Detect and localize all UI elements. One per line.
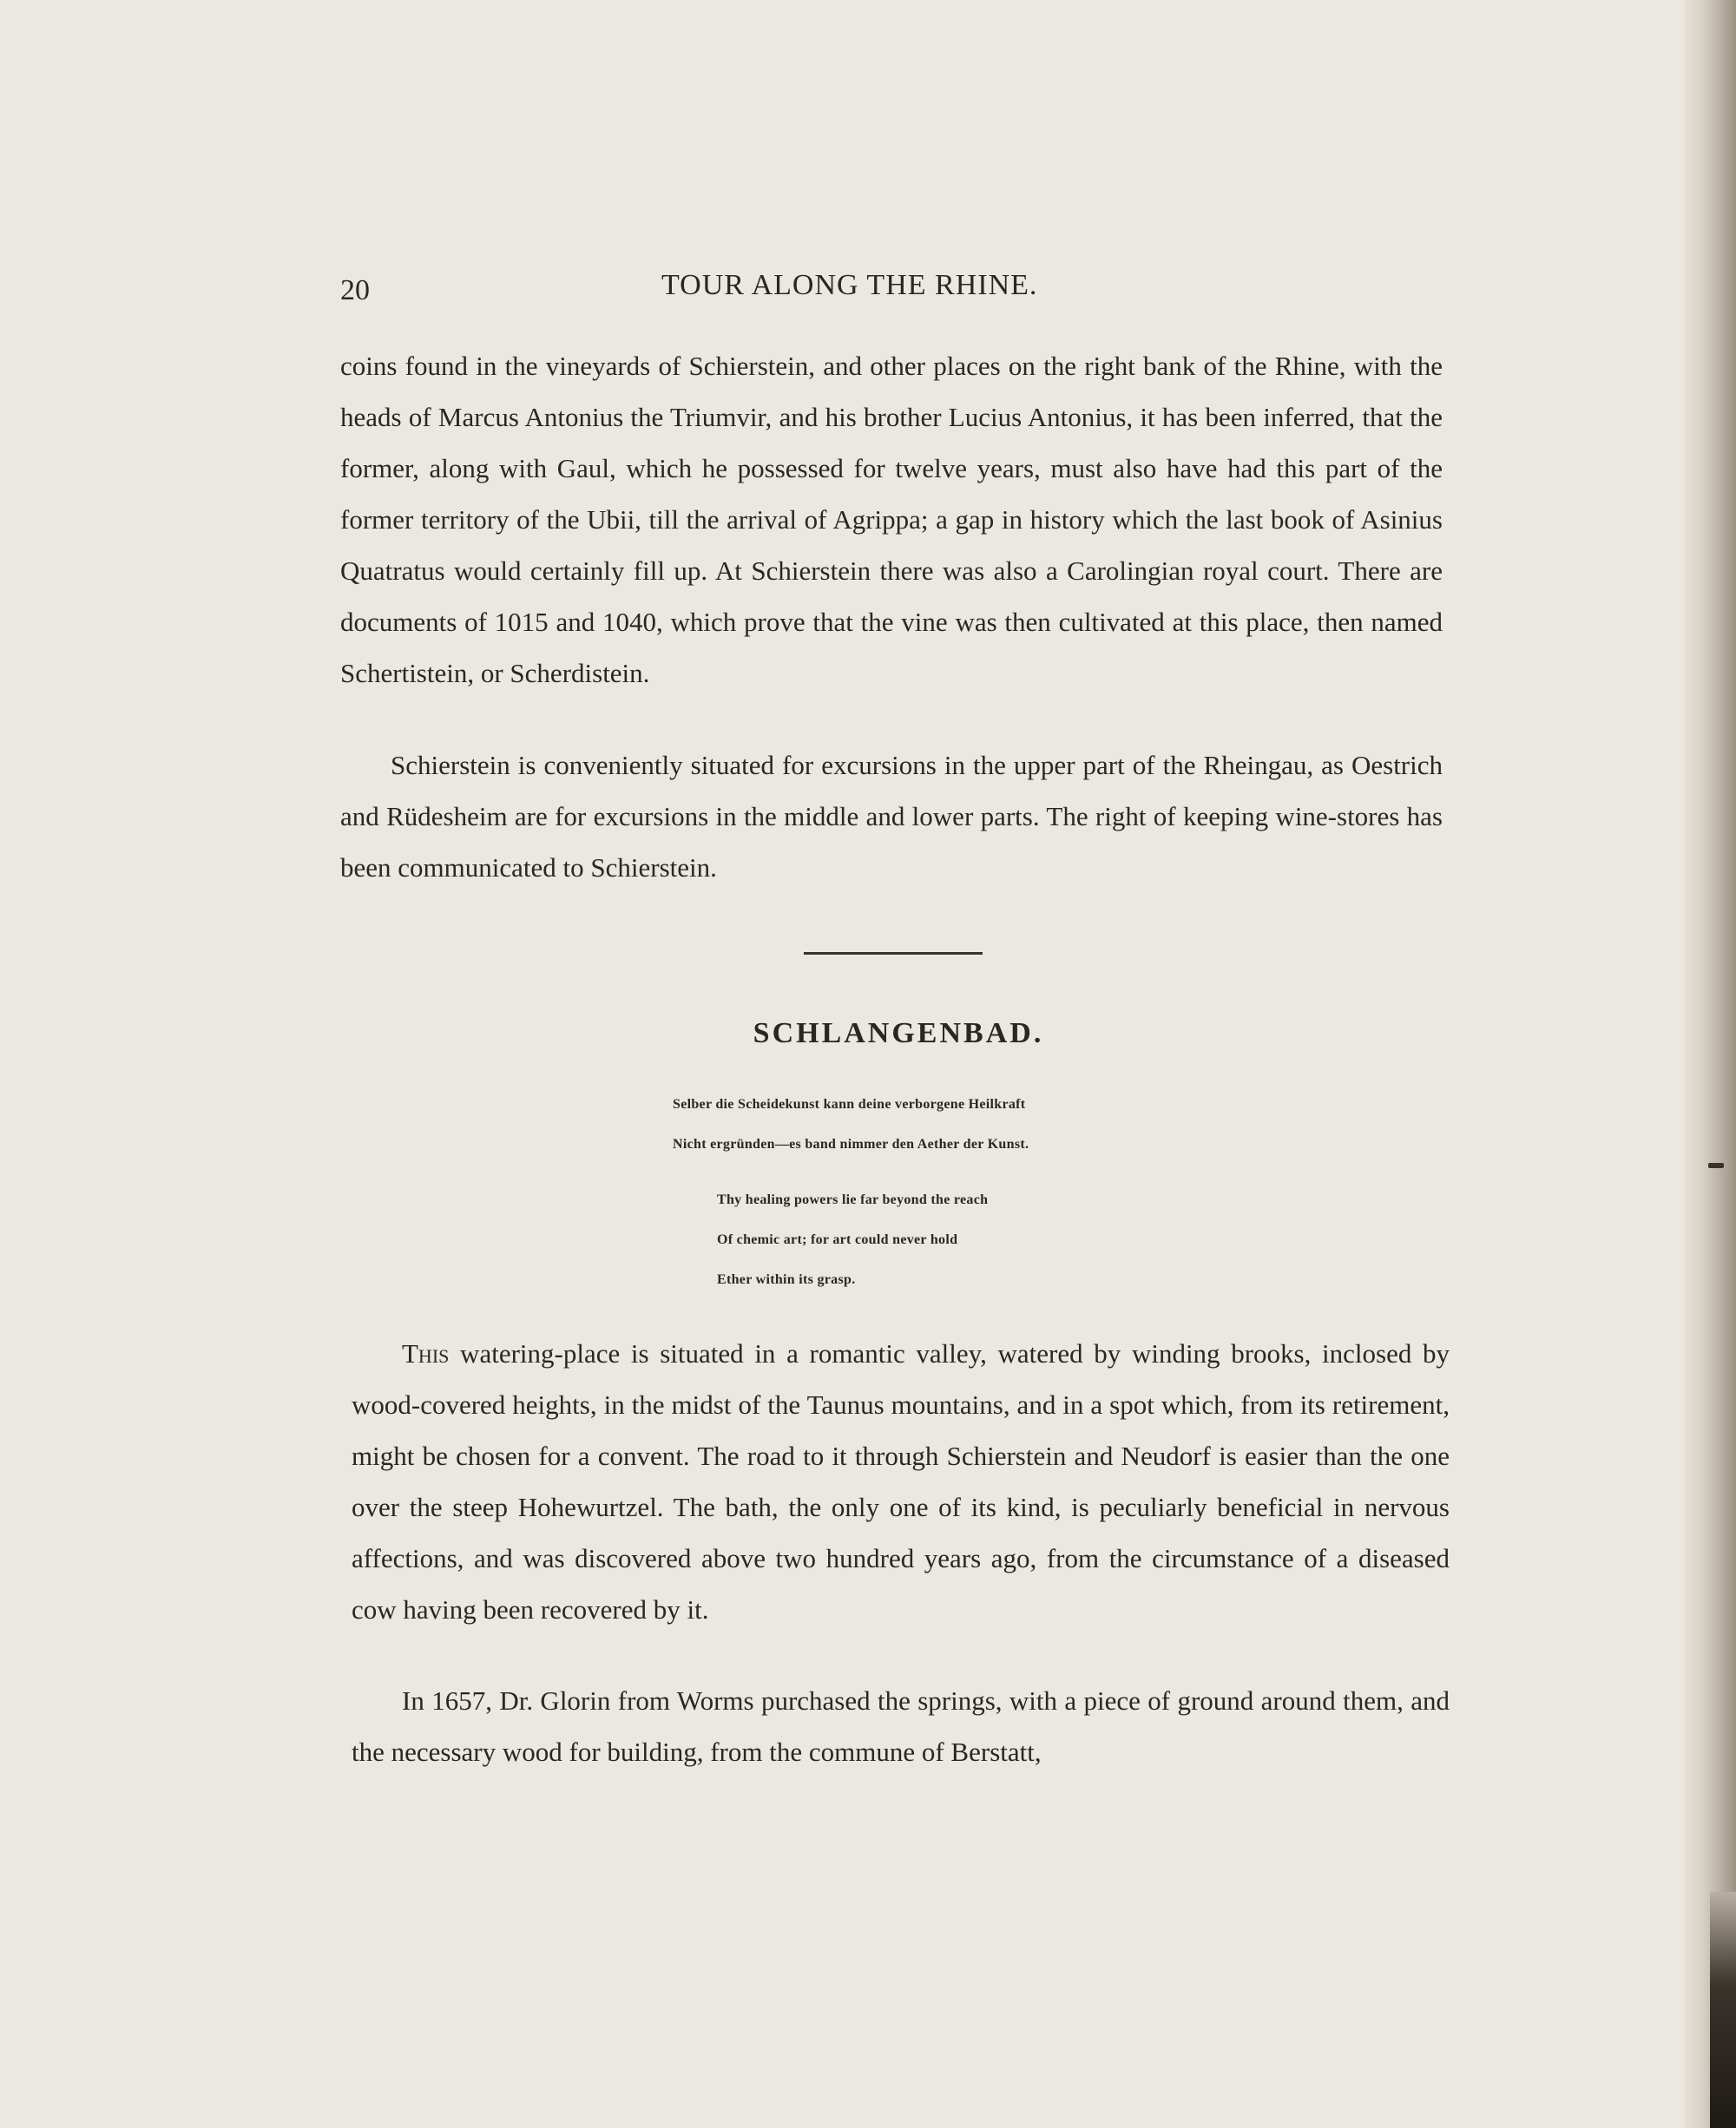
paragraph-schierstein-excursions: Schierstein is conveniently situated for excursions in the upper part of the Rheingau, as Oestrich and Rüdesheim are for excursions in the middle and lower parts. The right of keeping wine-stores has been communicated to Schierstein. xyxy=(340,750,1443,883)
epigraph-english xyxy=(717,1180,988,1300)
page-gutter-shadow xyxy=(1684,0,1736,2128)
paragraph-schierstein-coins: coins found in the vineyards of Schierstein, and other places on the right bank of the Rhine, with the heads of Marcus Antonius the Triumvir, and his brother Lucius Antonius, it has been inferred, that the former, along with Gaul, which he possessed for twelve years, must also have had this part of the former territory of the Ubii, till the arrival of Agrippa; a gap in history which the last book of Asinius Quatratus would certainly fill up. At Schierstein there was also a Carolingian royal court. There are documents of 1015 and 1040, which prove that the vine was then cultivated at this place, then named Schertistein, or Scherdistein. xyxy=(340,351,1443,688)
page-number: 20 xyxy=(340,274,370,306)
paragraph-body: watering-place is situated in a romantic valley, watered by winding brooks, inclosed by wood-covered heights, in the midst of the Taunus mountains, and in a spot which, from its retirement, might be chosen for a convent. The road to it through Schierstein and Neudorf is easier than the one over the steep Hohewurtzel. The bath, the only one of its kind, is peculiarly beneficial in nervous affections, and was discovered above two hundred years ago, from the circumstance of a diseased cow having been recovered by it. xyxy=(352,1338,1450,1625)
epigraph-german xyxy=(673,1085,1029,1165)
section-title: SCHLANGENBAD. xyxy=(753,1017,1044,1049)
epigraph-german-line: Nicht ergründen—es band nimmer den Aether der Kunst. xyxy=(673,1137,1029,1152)
running-head: TOUR ALONG THE RHINE. xyxy=(661,269,1038,301)
epigraph-english-line: Ether within its grasp. xyxy=(717,1272,856,1287)
epigraph-english-line: Thy healing powers lie far beyond the reach xyxy=(717,1192,989,1207)
paragraph-schlangenbad-description xyxy=(352,1328,1450,1635)
epigraph-english-line: Of chemic art; for art could never hold xyxy=(717,1232,958,1247)
paragraph-glorin-purchase: In 1657, Dr. Glorin from Worms purchased the springs, with a piece of ground around them, and the necessary wood for building, from the commune of Berstatt, xyxy=(352,1685,1450,1767)
epigraph-german-line: Selber die Scheidekunst kann deine verborgene Heilkraft xyxy=(673,1097,1026,1112)
section-divider xyxy=(804,952,983,955)
paragraph-lead-word: This xyxy=(402,1338,450,1369)
binding-mark xyxy=(1708,1163,1724,1168)
binding-edge xyxy=(1710,1892,1736,2128)
page-header xyxy=(340,269,1469,312)
